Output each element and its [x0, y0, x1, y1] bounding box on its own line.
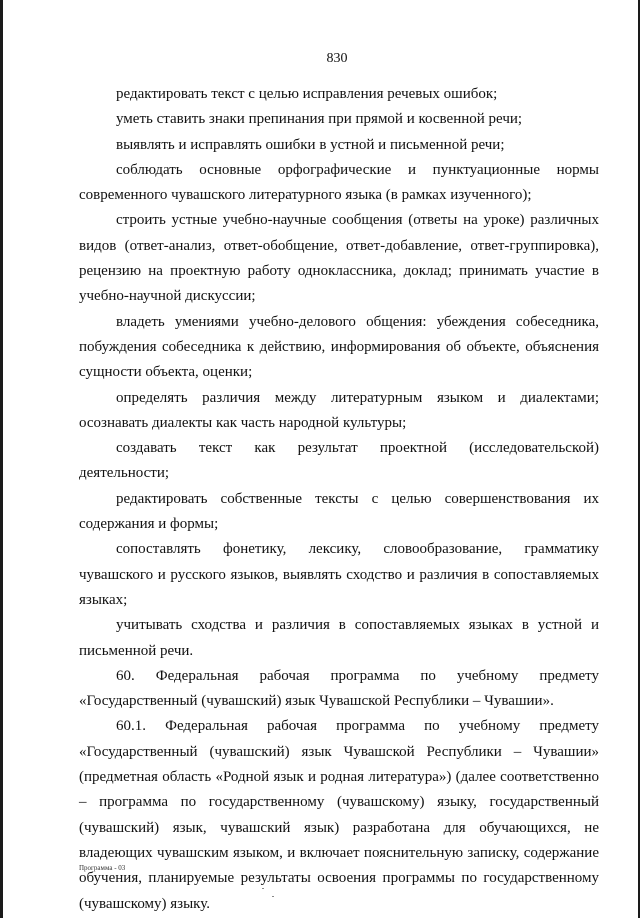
- section-heading-paragraph: 60. Федеральная рабочая программа по учебному предмету «Государственный (чувашский) язык Чувашской Республики – Чувашии».: [79, 667, 599, 710]
- paragraph: владеть умениями учебно-делового общения: убеждения собеседника, побуждения собеседника к действию, информирования об объекте, объяснения сущности объекта, оценки;: [79, 313, 599, 381]
- paragraph: учитывать сходства и различия в сопоставляемых языках в устной и письменной речи.: [79, 617, 599, 659]
- paragraph: редактировать текст с целью исправления речевых ошибок;: [116, 86, 498, 102]
- paragraph: 60.1. Федеральная рабочая программа по учебному предмету «Государственный (чувашский) язык Чувашской Республики – Чувашии» (предметная область «Родной язык и родная литература») (далее соответственно – программа по государственному (чувашскому) языку, государственный (чувашский) язык, чувашский язык) разработана для обучающихся, не владеющих чувашским языком, и включает пояснительную записку, содержание обучения, планируемые результаты освоения программы по государственному (чувашскому) языку.: [79, 718, 599, 912]
- paragraph: создавать текст как результат проектной (исследовательской) деятельности;: [79, 440, 599, 482]
- paragraph: редактировать собственные тексты с целью совершенствования их содержания и формы;: [79, 490, 599, 533]
- paragraph: строить устные учебно-научные сообщения (ответы на уроке) различных видов (ответ-анализ, ответ-обобщение, ответ-добавление, ответ-группировка), рецензию на проектную работу одноклассника, доклад; принимать участие в учебно-научной дискуссии;: [79, 212, 599, 305]
- footer-label: Программа - 03: [79, 864, 126, 872]
- scan-left-edge: [0, 0, 3, 918]
- scan-speck: [272, 896, 274, 897]
- paragraph: соблюдать основные орфографические и пунктуационные нормы современного чувашского литературного языка (в рамках изученного);: [79, 161, 599, 204]
- paragraph: сопоставлять фонетику, лексику, словообразование, грамматику чувашского и русского языков, выявлять сходство и различия в сопоставляемых языках;: [79, 541, 599, 608]
- paragraph: уметь ставить знаки препинания при прямой и косвенной речи;: [116, 111, 523, 128]
- paragraph: определять различия между литературным языком и диалектами; осознавать диалекты как часть народной культуры;: [79, 389, 599, 431]
- document-body: [79, 82, 599, 917]
- page-number: 830: [326, 51, 348, 66]
- scan-speck: [262, 888, 264, 889]
- paragraph: выявлять и исправлять ошибки в устной и письменной речи;: [116, 136, 505, 153]
